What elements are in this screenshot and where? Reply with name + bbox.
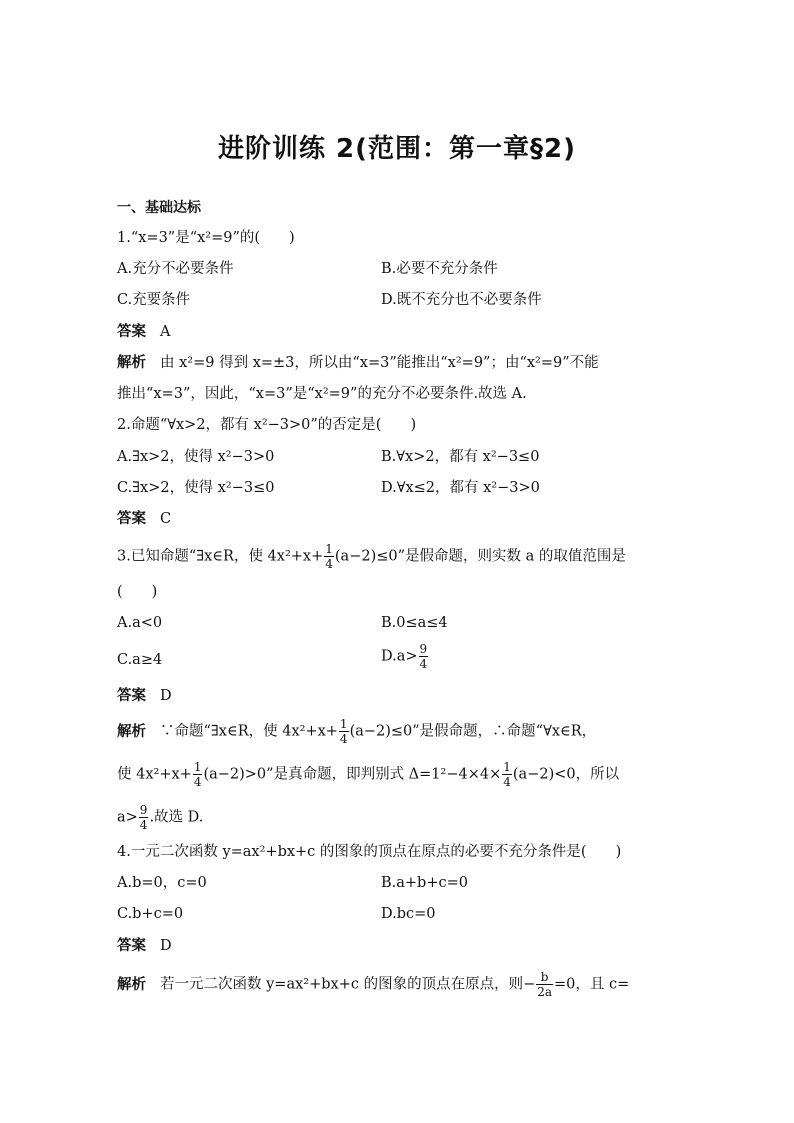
fraction bbox=[536, 970, 553, 999]
fraction bbox=[419, 642, 429, 671]
q2-option-b: B.∀x>2，都有 x²−3≤0 bbox=[381, 449, 540, 465]
q4-option-b: B.a+b+c=0 bbox=[381, 875, 468, 891]
fraction bbox=[139, 803, 149, 832]
analysis-label: 解析 bbox=[117, 355, 146, 371]
q1-analysis-line1 bbox=[117, 353, 599, 373]
q3-option-a: A.a<0 bbox=[117, 615, 163, 631]
fraction bbox=[193, 760, 203, 789]
page-title: 进阶训练 2(范围：第一章§2) bbox=[218, 134, 576, 164]
fraction-numerator: 9 bbox=[139, 803, 148, 817]
q3-option-d-pre: D.a> bbox=[381, 648, 418, 665]
q1-analysis-text1: 由 x²=9 得到 x=±3，所以由“x=3”能推出“x²=9”；由“x²=9”不能 bbox=[160, 355, 599, 371]
q2-option-d: D.∀x≤2，都有 x²−3>0 bbox=[381, 480, 540, 496]
q4-an1-post: =0，且 c= bbox=[554, 976, 630, 993]
answer-label: 答案 bbox=[117, 688, 146, 704]
q3-option-d bbox=[381, 642, 429, 671]
fraction-numerator: b bbox=[536, 970, 553, 985]
q2-answer bbox=[117, 509, 171, 529]
analysis-label: 解析 bbox=[117, 723, 146, 740]
q4-analysis-line1 bbox=[117, 970, 629, 999]
fraction-denominator: 4 bbox=[193, 775, 202, 789]
fraction bbox=[324, 542, 334, 571]
fraction-numerator: 1 bbox=[503, 760, 511, 774]
fraction-denominator: 4 bbox=[503, 775, 511, 789]
q3-answer bbox=[117, 686, 172, 706]
q1-answer bbox=[117, 322, 170, 342]
q4-option-c: C.b+c=0 bbox=[117, 906, 184, 922]
q3-stem-post: (a−2)≤0”是假命题，则实数 a 的取值范围是 bbox=[334, 548, 626, 565]
q3-answer-value: D bbox=[160, 688, 172, 704]
q3-stem-line1 bbox=[117, 542, 626, 571]
fraction bbox=[339, 717, 349, 746]
fraction-denominator: 4 bbox=[325, 557, 333, 571]
q3-stem-pre: 3.已知命题“∃x∈R，使 4x²+x+ bbox=[117, 548, 324, 565]
analysis-label: 解析 bbox=[117, 976, 146, 993]
q4-answer-value: D bbox=[160, 938, 172, 954]
q1-analysis-line2: 推出“x=3”，因此，“x=3”是“x²=9”的充分不必要条件.故选 A. bbox=[117, 386, 527, 402]
fraction-numerator: 1 bbox=[193, 760, 202, 774]
q2-stem: 2.命题“∀x>2，都有 x²−3>0”的否定是( ) bbox=[117, 417, 417, 433]
q2-option-c: C.∃x>2，使得 x²−3≤0 bbox=[117, 480, 275, 496]
q4-answer bbox=[117, 936, 172, 956]
q4-stem: 4.一元二次函数 y=ax²+bx+c 的图象的顶点在原点的必要不充分条件是( ) bbox=[117, 844, 622, 860]
q3-an1-post: (a−2)≤0”是假命题，∴命题“∀x∈R， bbox=[349, 723, 597, 740]
q3-stem-line2: ( ) bbox=[117, 584, 158, 600]
q2-answer-value: C bbox=[160, 511, 172, 527]
q1-option-d: D.既不充分也不必要条件 bbox=[381, 292, 542, 308]
q3-analysis-line2 bbox=[117, 760, 619, 789]
section-heading: 一、基础达标 bbox=[117, 200, 201, 216]
fraction-numerator: 1 bbox=[325, 542, 333, 556]
q1-option-b: B.必要不充分条件 bbox=[381, 261, 498, 277]
q1-option-a: A.充分不必要条件 bbox=[117, 261, 234, 277]
fraction-denominator: 4 bbox=[419, 657, 428, 671]
q3-an3-post: .故选 D. bbox=[149, 809, 204, 826]
q3-analysis-line3 bbox=[117, 803, 203, 832]
q2-option-a: A.∃x>2，使得 x²−3>0 bbox=[117, 449, 275, 465]
fraction-numerator: 9 bbox=[419, 642, 428, 656]
q1-option-c: C.充要条件 bbox=[117, 292, 191, 308]
q1-stem: 1.“x=3”是“x²=9”的( ) bbox=[117, 230, 295, 246]
fraction-numerator: 1 bbox=[339, 717, 348, 731]
fraction-denominator: 4 bbox=[339, 732, 348, 746]
q3-option-b: B.0≤a≤4 bbox=[381, 615, 448, 631]
answer-label: 答案 bbox=[117, 324, 146, 340]
q1-answer-value: A bbox=[160, 324, 171, 340]
fraction-denominator: 2a bbox=[537, 985, 553, 999]
q4-an1-pre: 若一元二次函数 y=ax²+bx+c 的图象的顶点在原点，则− bbox=[160, 976, 536, 993]
q3-option-c: C.a≥4 bbox=[117, 652, 163, 668]
q3-an2-pre: 使 4x²+x+ bbox=[117, 766, 192, 783]
fraction-denominator: 4 bbox=[139, 818, 148, 832]
q4-option-d: D.bc=0 bbox=[381, 906, 436, 922]
answer-label: 答案 bbox=[117, 938, 146, 954]
q3-an2-mid: (a−2)>0”是真命题，即判别式 Δ=1²−4×4× bbox=[203, 766, 502, 783]
q4-option-a: A.b=0，c=0 bbox=[117, 875, 207, 891]
q3-an1-pre: ∵命题“∃x∈R，使 4x²+x+ bbox=[160, 723, 338, 740]
q3-an3-pre: a> bbox=[117, 809, 138, 826]
q3-an2-post: (a−2)<0，所以 bbox=[512, 766, 620, 783]
fraction bbox=[502, 760, 512, 789]
q3-analysis-line1 bbox=[117, 717, 596, 746]
answer-label: 答案 bbox=[117, 511, 146, 527]
